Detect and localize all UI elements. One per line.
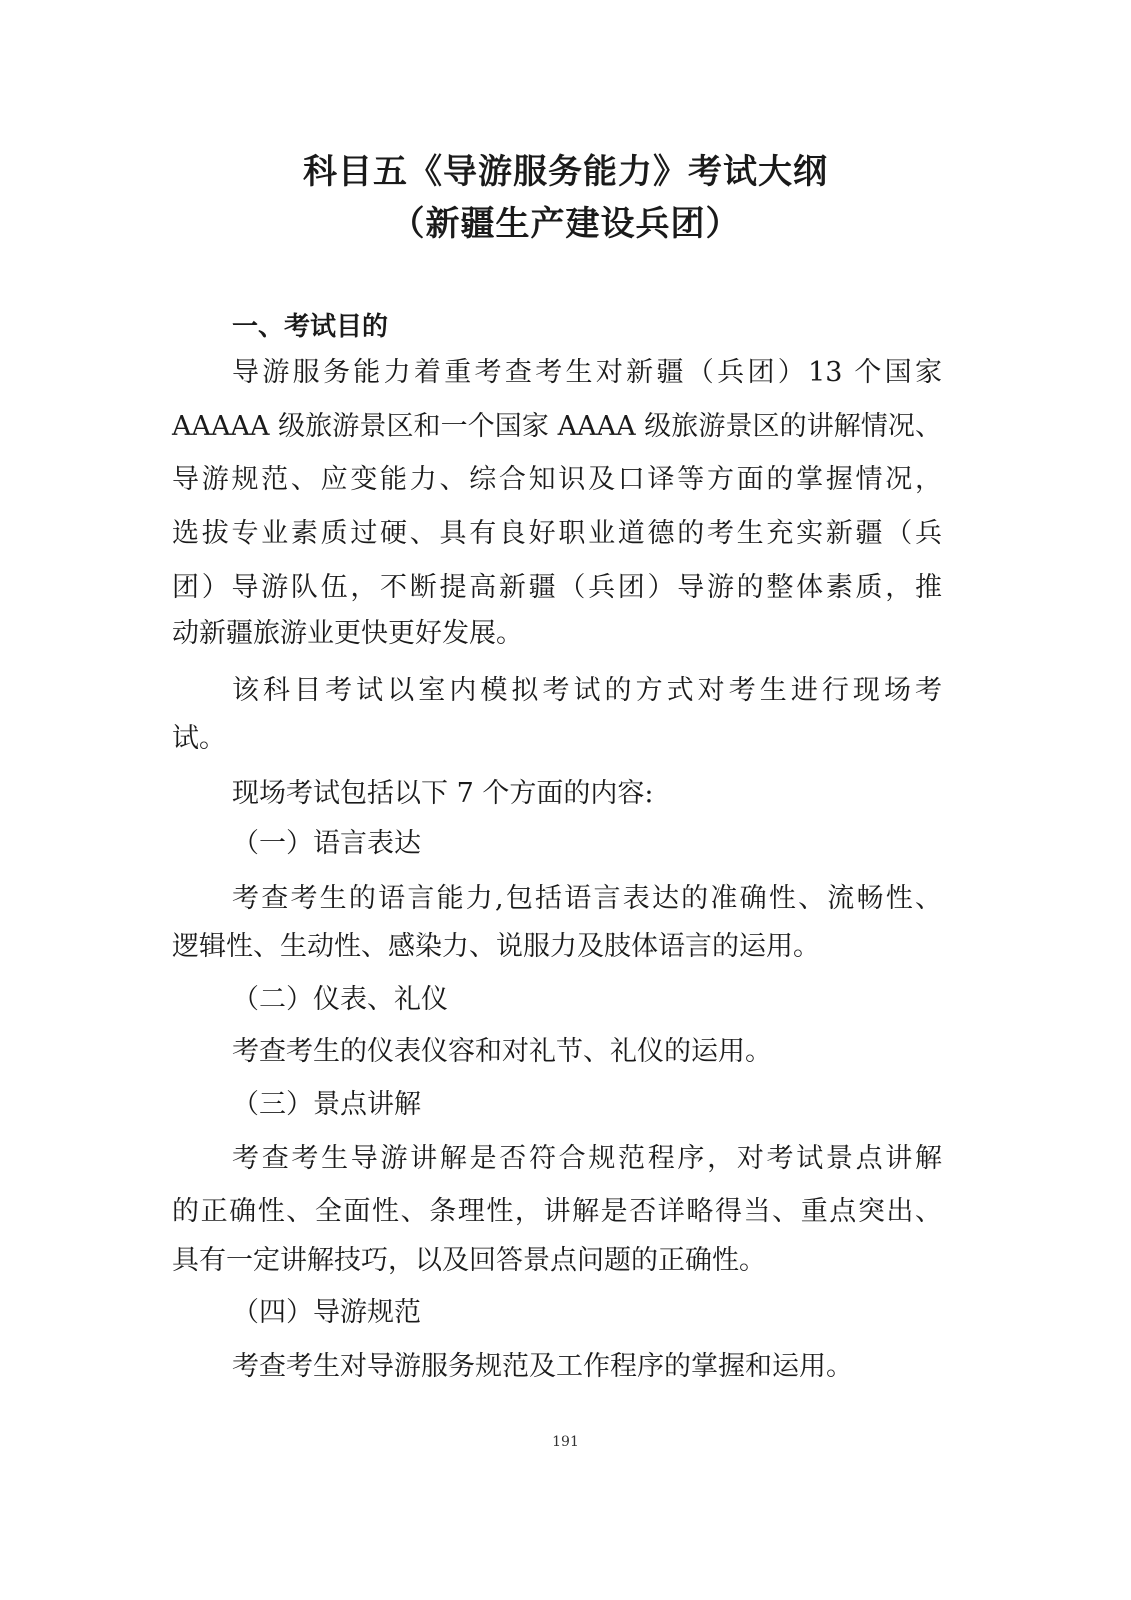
page-number: 191	[552, 1434, 579, 1450]
paragraph-line: 现场考试包括以下 7 个方面的内容:	[232, 778, 654, 809]
paragraph-line: 试。	[172, 723, 226, 754]
paragraph-line: 导游服务能力着重考查考生对新疆（兵团）13 个国家	[232, 357, 942, 388]
document-subtitle: （新疆生产建设兵团）	[390, 204, 741, 244]
paragraph-line: AAAAA 级旅游景区和一个国家 AAAA 级旅游景区的讲解情况、	[172, 411, 942, 442]
paragraph-line: 具有一定讲解技巧，以及回答景点问题的正确性。	[172, 1245, 766, 1276]
paragraph-line: 考查考生对导游服务规范及工作程序的掌握和运用。	[232, 1351, 853, 1382]
item-title-scenic-explanation: （三）景点讲解	[232, 1089, 421, 1120]
item-title-language-expression: （一）语言表达	[232, 828, 421, 859]
paragraph-line: 逻辑性、生动性、感染力、说服力及肢体语言的运用。	[172, 931, 820, 962]
paragraph-line: 考查考生导游讲解是否符合规范程序，对考试景点讲解	[232, 1143, 942, 1174]
paragraph-line: 动新疆旅游业更快更好发展。	[172, 618, 523, 649]
paragraph-line: 的正确性、全面性、条理性，讲解是否详略得当、重点突出、	[172, 1196, 942, 1227]
document-title: 科目五《导游服务能力》考试大纲	[303, 152, 828, 192]
paragraph-line: 选拔专业素质过硬、具有良好职业道德的考生充实新疆（兵	[172, 518, 942, 549]
paragraph-line: 团）导游队伍，不断提高新疆（兵团）导游的整体素质，推	[172, 572, 942, 603]
item-title-guide-standards: （四）导游规范	[232, 1297, 421, 1328]
paragraph-line: 考查考生的仪表仪容和对礼节、礼仪的运用。	[232, 1036, 772, 1067]
section-heading-exam-purpose: 一、考试目的	[232, 312, 389, 342]
paragraph-line: 导游规范、应变能力、综合知识及口译等方面的掌握情况，	[172, 464, 942, 495]
item-title-appearance-etiquette: （二）仪表、礼仪	[232, 984, 448, 1015]
paragraph-line: 该科目考试以室内模拟考试的方式对考生进行现场考	[232, 675, 942, 706]
paragraph-line: 考查考生的语言能力,包括语言表达的准确性、流畅性、	[232, 883, 942, 914]
